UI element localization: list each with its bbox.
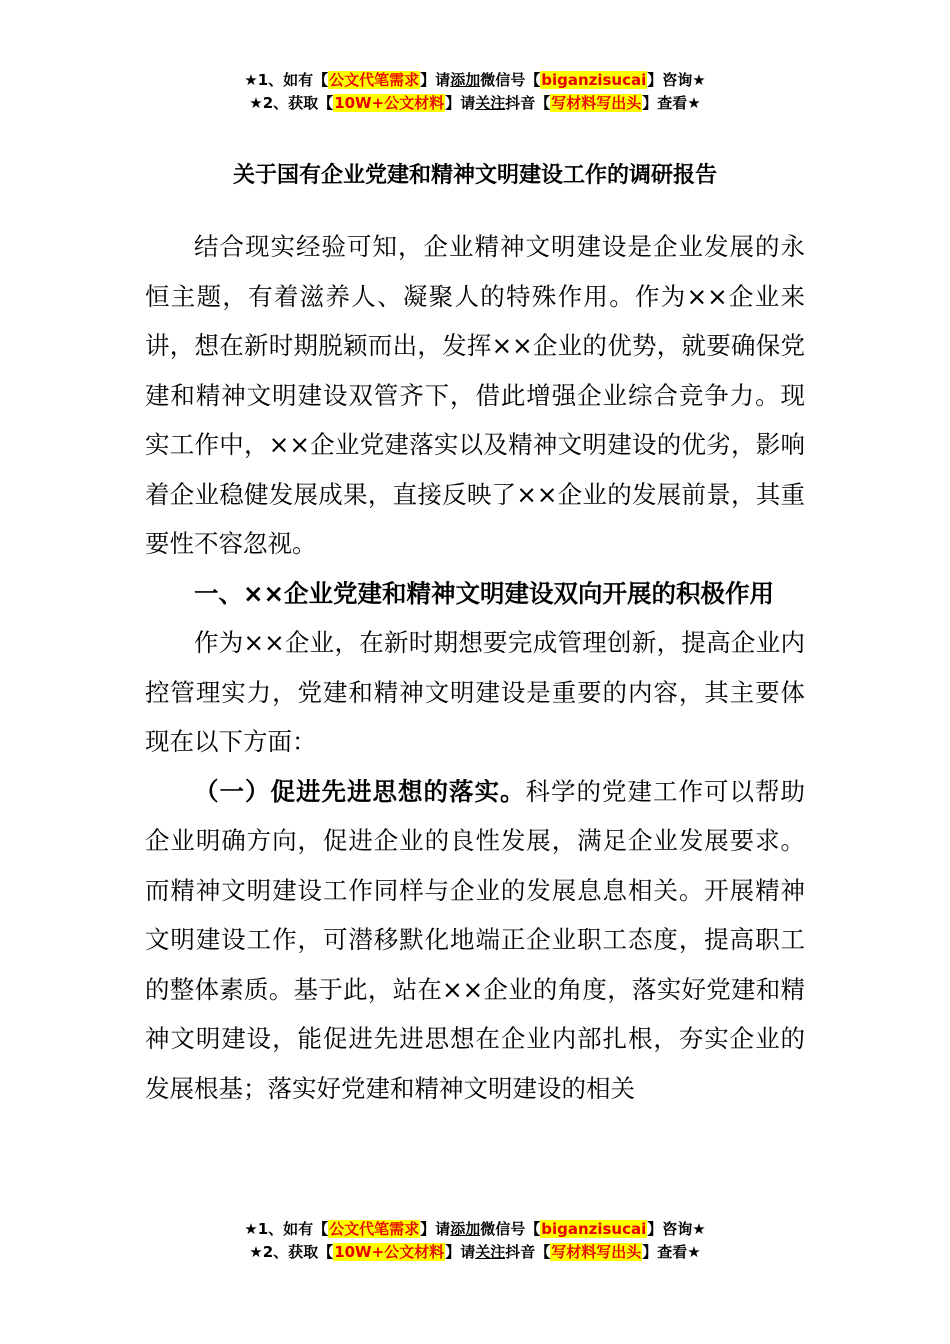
- promo-highlight: 公文代笔需求: [329, 71, 420, 89]
- promo-text: 】查看★: [642, 1243, 701, 1261]
- promo-text: 微信号【: [480, 71, 541, 89]
- promo-highlight: biganzisucai: [541, 1220, 647, 1238]
- promo-line-2: [0, 1241, 950, 1264]
- promo-highlight: 10W+公文材料: [334, 1243, 445, 1261]
- promo-underline: 关注: [475, 94, 506, 112]
- document-title: 关于国有企业党建和精神文明建设工作的调研报告: [232, 163, 717, 188]
- promo-highlight: 写材料写出头: [551, 1243, 642, 1261]
- promo-text: 抖音【: [505, 94, 551, 112]
- promo-banner-top: [0, 69, 950, 115]
- promo-text: 抖音【: [505, 1243, 551, 1261]
- promo-text: 微信号【: [480, 1220, 541, 1238]
- promo-text: 】请: [445, 94, 476, 112]
- promo-underline: 添加: [450, 1220, 481, 1238]
- promo-highlight: 写材料写出头: [551, 94, 642, 112]
- promo-banner-bottom: [0, 1218, 950, 1264]
- section-heading-1: 一、××企业党建和精神文明建设双向开展的积极作用: [194, 578, 775, 608]
- section-1-paragraph: 作为××企业，在新时期想要完成管理创新，提高企业内控管理实力，党建和精神文明建设是重要的内容，其主要体现在以下方面：: [145, 628, 805, 756]
- promo-underline: 添加: [450, 71, 481, 89]
- subsection-1-paragraph: [145, 767, 805, 1114]
- promo-text: 】请: [420, 71, 451, 89]
- promo-highlight: 公文代笔需求: [329, 1220, 420, 1238]
- promo-text: 】请: [420, 1220, 451, 1238]
- promo-highlight: 10W+公文材料: [334, 94, 445, 112]
- promo-line-1: [0, 69, 950, 92]
- promo-text: ★2、获取【: [249, 94, 334, 112]
- promo-underline: 关注: [475, 1243, 506, 1261]
- promo-text: ★2、获取【: [249, 1243, 334, 1261]
- promo-line-2: [0, 92, 950, 115]
- promo-text: 】请: [445, 1243, 476, 1261]
- promo-text: 】咨询★: [647, 71, 706, 89]
- document-body: [145, 222, 805, 1113]
- promo-line-1: [0, 1218, 950, 1241]
- intro-paragraph: 结合现实经验可知，企业精神文明建设是企业发展的永恒主题，有着滋养人、凝聚人的特殊作用。作为××企业来讲，想在新时期脱颖而出，发挥××企业的优势，就要确保党建和精神文明建设双管齐下，借此增强企业综合竞争力。现实工作中，××企业党建落实以及精神文明建设的优劣，影响着企业稳健发展成果，直接反映了××企业的发展前景，其重要性不容忽视。: [145, 232, 805, 558]
- promo-highlight: biganzisucai: [541, 71, 647, 89]
- promo-text: 】查看★: [642, 94, 701, 112]
- subsection-1-text: 科学的党建工作可以帮助企业明确方向，促进企业的良性发展，满足企业发展要求。而精神文明建设工作同样与企业的发展息息相关。开展精神文明建设工作，可潜移默化地端正企业职工态度，提高职工的整体素质。基于此，站在××企业的角度，落实好党建和精神文明建设，能促进先进思想在企业内部扎根，夯实企业的发展根基；落实好党建和精神文明建设的相关: [145, 776, 805, 1103]
- promo-text: 】咨询★: [647, 1220, 706, 1238]
- promo-text: ★1、如有【: [244, 71, 329, 89]
- promo-text: ★1、如有【: [244, 1220, 329, 1238]
- subsection-heading-1: （一）促进先进思想的落实。: [194, 776, 526, 806]
